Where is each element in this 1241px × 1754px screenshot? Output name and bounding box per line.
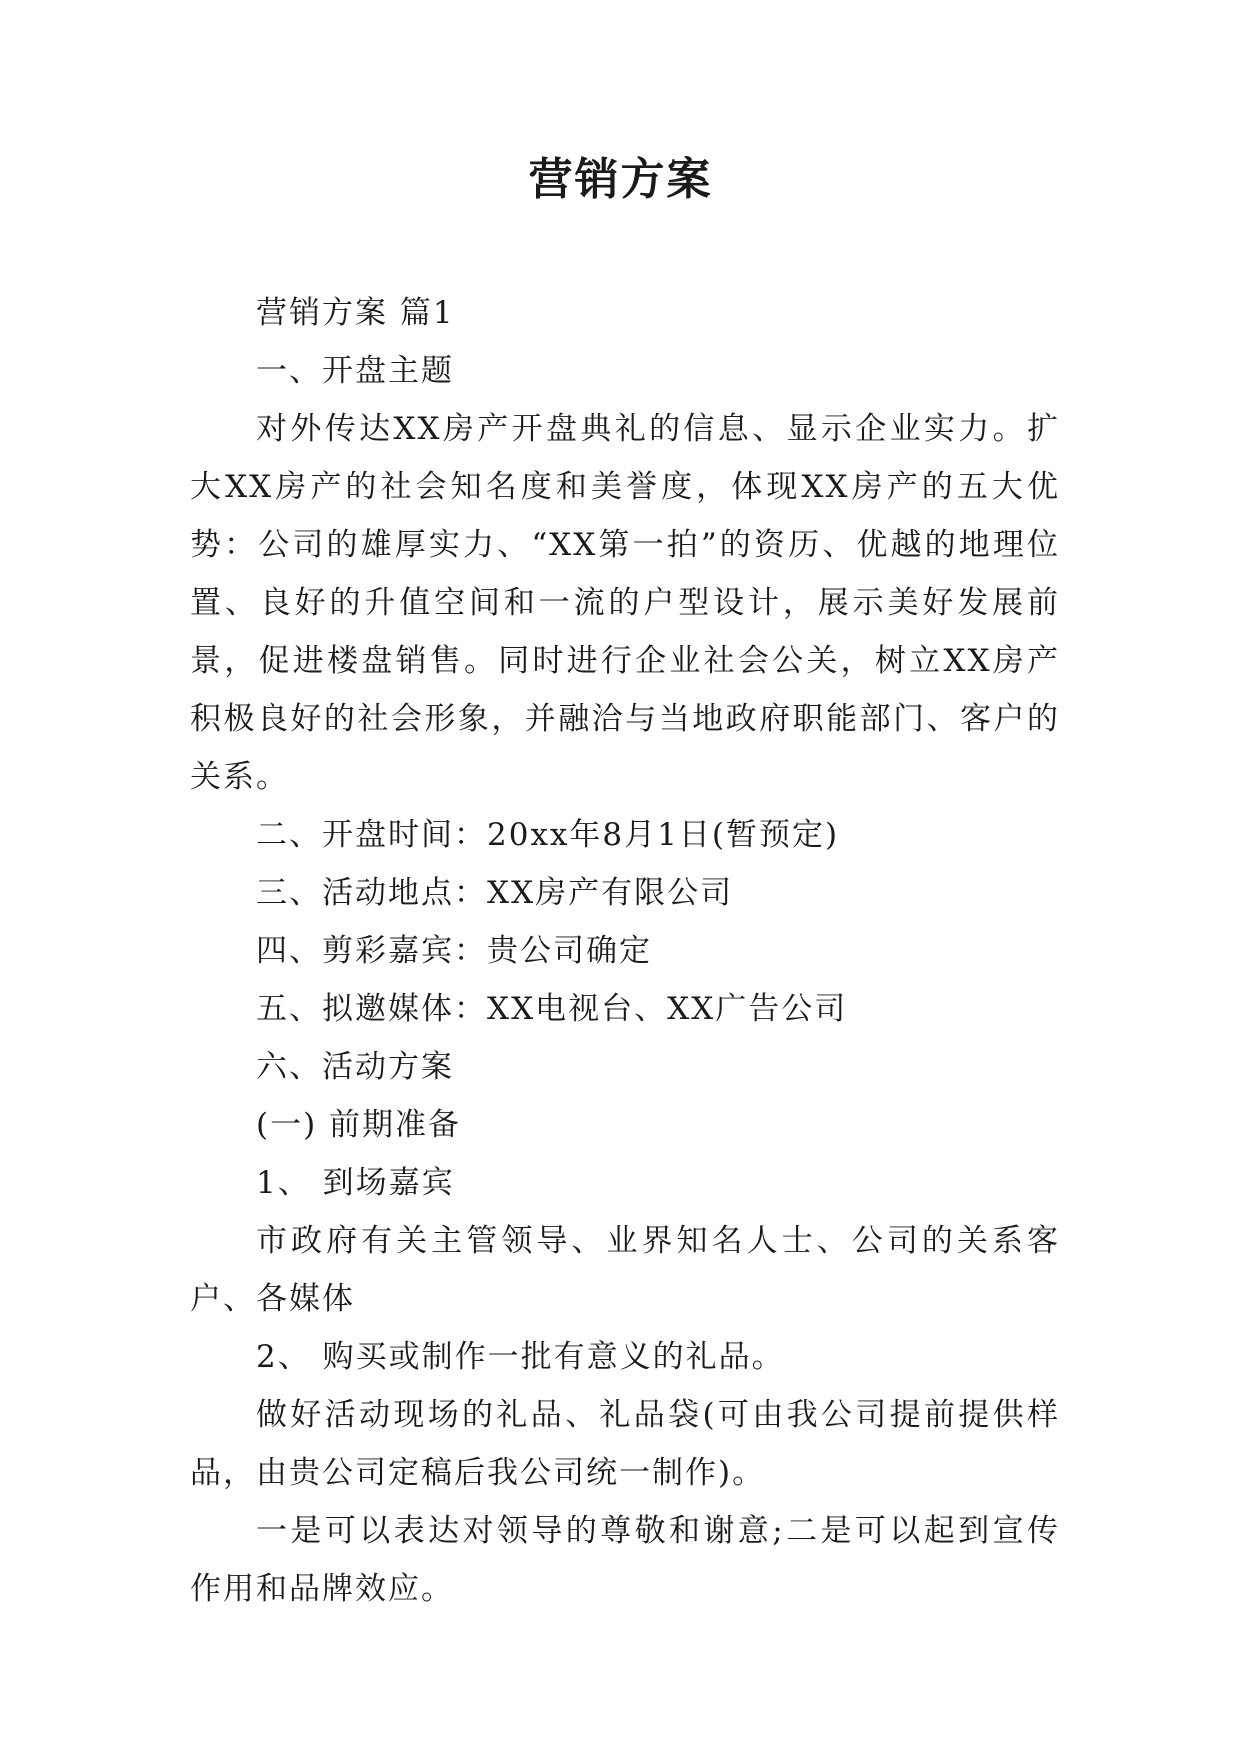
numbered-item: 1、 到场嘉宾 [256,1165,455,1201]
body-paragraph: 做好活动现场的礼品、礼品袋(可由我公司提前提供样品，由贵公司定稿后我公司统一制作)。 [190,1397,1060,1491]
document-title: 营销方案 [528,154,713,205]
item-heading: 六、活动方案 [256,1049,454,1085]
section-heading: 营销方案 篇1 [256,295,455,331]
body-paragraph: 一是可以表达对领导的尊敬和谢意;二是可以起到宣传作用和品牌效应。 [190,1513,1060,1607]
item-line: 三、活动地点：XX房产有限公司 [256,875,734,911]
body-paragraph: 对外传达XX房产开盘典礼的信息、显示企业实力。扩大XX房产的社会知名度和美誉度，体现XX房产的五大优势：公司的雄厚实力、“XX第一拍”的资历、优越的地理位置、良好的升值空间和一流的户型设计，展示美好发展前景，促进楼盘销售。同时进行企业社会公关，树立XX房产积极良好的社会形象，并融洽与当地政府职能部门、客户的关系。 [190,411,1060,795]
item-heading: 一、开盘主题 [256,353,454,389]
body-paragraph: 市政府有关主管领导、业界知名人士、公司的关系客户、各媒体 [190,1223,1060,1317]
sub-heading: (一) 前期准备 [256,1107,462,1143]
item-line: 五、拟邀媒体：XX电视台、XX广告公司 [256,991,848,1027]
item-line: 四、剪彩嘉宾：贵公司确定 [256,933,652,969]
item-line: 二、开盘时间：20xx年8月1日(暂预定) [256,817,840,853]
numbered-item: 2、 购买或制作一批有意义的礼品。 [256,1339,785,1375]
document-body [190,284,1060,1618]
